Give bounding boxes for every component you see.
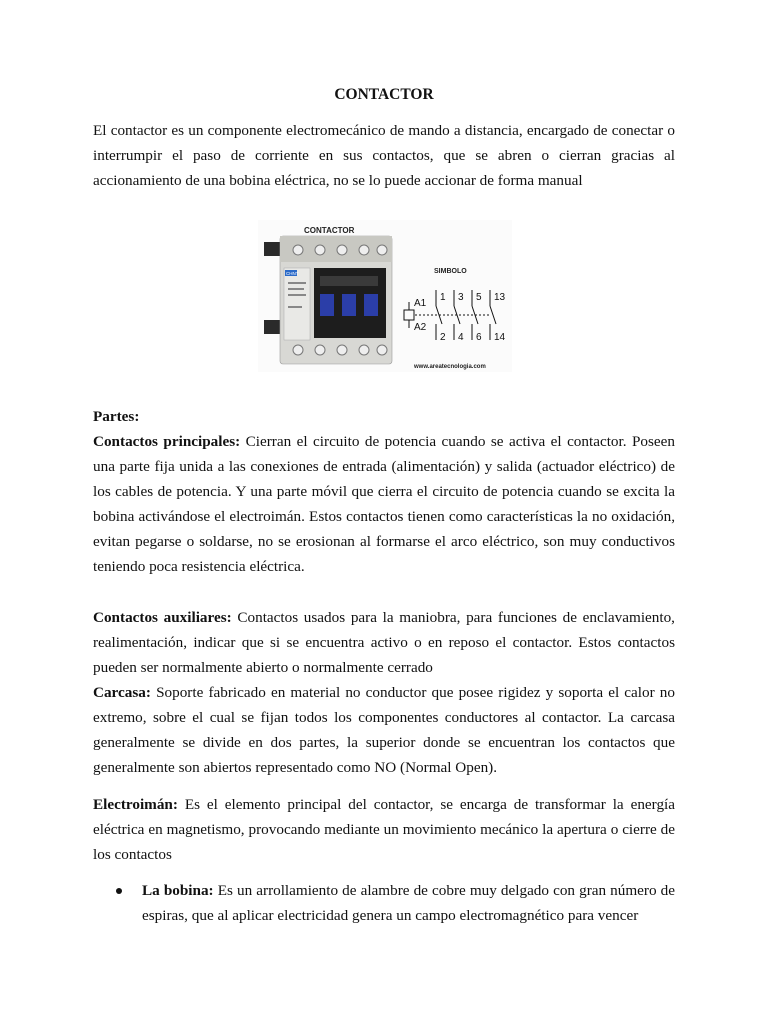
section-text: Soporte fabricado en material no conductor que posee rigidez y soporta el calor no extremo, sobre el cual se fijan todos los componentes conductores al contactor. La carcasa generalmente se divide en dos partes, la superior donde se encuentran los contactos que generalmente son abiertos representado como NO (Normal Open). bbox=[93, 684, 675, 776]
terminal-2: 2 bbox=[440, 332, 446, 343]
terminal-1: 1 bbox=[440, 292, 446, 303]
symbol-label: SIMBOLO bbox=[434, 268, 467, 275]
section-text: Cierran el circuito de potencia cuando se activa el contactor. Poseen una parte fija unida a las conexiones de entrada (alimentación) y salida (actuador eléctrico) de los cables de potencia. Y una parte móvil que cierra el circuito de potencia cuando se excita la bobina activándose el electroimán. Estos contactos tienen como características la no oxidación, evitan pegarse o soldarse, no se erosionan al formarse el arco eléctrico, son muy conductivos teniendo poca resistencia eléctrica. bbox=[93, 433, 676, 575]
section-term: Contactos auxiliares: bbox=[93, 609, 232, 626]
bullet-text: Es un arrollamiento de alambre de cobre muy delgado con gran número de espiras, que al aplicar electricidad genera un campo electromagnético para vencer bbox=[142, 882, 675, 924]
figure-website: www.areatecnologia.com bbox=[414, 364, 486, 370]
contactor-illustration bbox=[258, 220, 512, 372]
terminal-3: 3 bbox=[458, 292, 464, 303]
terminal-a1: A1 bbox=[414, 298, 427, 309]
section-contactos-principales bbox=[93, 429, 675, 579]
section-text: Es el elemento principal del contactor, se encarga de transformar la energía eléctrica en magnetismo, provocando mediante un movimiento mecánico la apertura o cierre de los contactos bbox=[93, 796, 675, 863]
section-carcasa bbox=[93, 680, 675, 780]
bullet-term: La bobina: bbox=[142, 882, 214, 899]
intro-paragraph: El contactor es un componente electromecánico de mando a distancia, encargado de conectar o interrumpir el paso de corriente en sus contactos, que se abren o cierran gracias al accionamiento de una bobina eléctrica, no se lo puede accionar de forma manual bbox=[93, 122, 675, 189]
figure-caption-top: CONTACTOR bbox=[304, 226, 355, 235]
contactor-symbol bbox=[404, 290, 506, 343]
contactor-device-photo bbox=[264, 236, 392, 364]
terminal-14: 14 bbox=[494, 332, 506, 343]
document-title: CONTACTOR bbox=[334, 86, 434, 103]
section-term: Electroimán: bbox=[93, 796, 178, 813]
section-electroiman bbox=[93, 792, 675, 867]
terminal-6: 6 bbox=[476, 332, 482, 343]
partes-heading: Partes: bbox=[93, 408, 140, 425]
terminal-a2: A2 bbox=[414, 322, 427, 333]
section-term: Contactos principales: bbox=[93, 433, 241, 450]
device-brand: CHNT bbox=[286, 271, 299, 276]
terminal-4: 4 bbox=[458, 332, 464, 343]
terminal-5: 5 bbox=[476, 292, 482, 303]
bullet-la-bobina bbox=[142, 878, 675, 928]
terminal-13: 13 bbox=[494, 292, 506, 303]
bullet-point-icon bbox=[116, 888, 122, 894]
contactor-figure bbox=[258, 220, 512, 372]
section-text: Contactos usados para la maniobra, para funciones de enclavamiento, realimentación, indicar que si se encuentra activo o en reposo el contactor. Estos contactos pueden ser normalmente abierto o normalmente cerrado bbox=[93, 609, 675, 676]
section-contactos-auxiliares bbox=[93, 605, 675, 680]
section-term: Carcasa: bbox=[93, 684, 151, 701]
